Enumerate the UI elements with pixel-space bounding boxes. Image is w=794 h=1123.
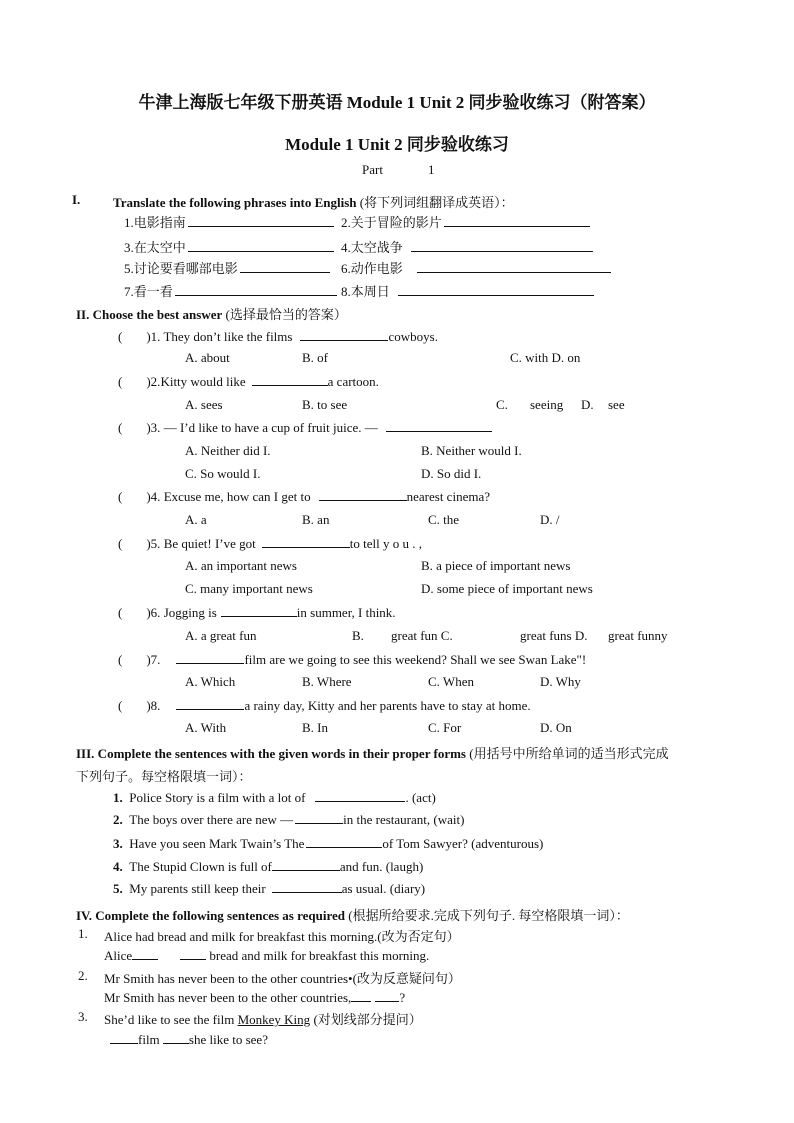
phrase-label: 5.讨论要看哪部电影 [124, 261, 238, 276]
option-b[interactable]: B. In [302, 720, 328, 735]
option-c[interactable]: C. [496, 397, 508, 412]
option-a[interactable]: A. Neither did I. [185, 443, 271, 458]
item-number: 1. [78, 926, 88, 941]
option-b[interactable]: B. of [302, 350, 328, 365]
part-number: 1 [428, 162, 435, 177]
answer-blank[interactable] [262, 535, 350, 548]
question-text: film are we going to see this weekend? Shall we see Swan Lake"! [244, 652, 587, 667]
question-text: a cartoon. [327, 374, 379, 389]
answer-blank[interactable] [351, 989, 371, 1002]
answer-blank[interactable] [175, 283, 337, 296]
section-2-heading-cn: (选择最恰当的答案） [222, 307, 347, 322]
option-d-text[interactable]: see [608, 397, 625, 412]
phrase-label: 6.动作电影 [341, 261, 403, 276]
phrase-label: 2.关于冒险的影片 [341, 215, 442, 230]
phrase-label: 4.太空战争 [341, 240, 403, 255]
option-a[interactable]: A. sees [185, 397, 223, 412]
answer-blank[interactable] [295, 811, 343, 824]
option-a[interactable]: A. about [185, 350, 230, 365]
answer-blank[interactable] [398, 283, 594, 296]
option-b[interactable]: B. Neither would I. [421, 443, 522, 458]
question-6 [118, 604, 396, 621]
option-a[interactable]: A. a great fun [185, 628, 257, 643]
answer-paren: ( [118, 374, 123, 389]
document-title: 牛津上海版七年级下册英语 Module 1 Unit 2 同步验收练习（附答案） [138, 93, 656, 112]
question-number: )7. [146, 652, 161, 667]
option-b[interactable]: B. to see [302, 397, 348, 412]
option-d[interactable]: D. [581, 397, 594, 412]
section-2-heading [76, 304, 347, 323]
section-4-heading [76, 905, 629, 924]
document-subtitle: Module 1 Unit 2 同步验收练习 [285, 135, 509, 154]
phrase-item [341, 237, 593, 256]
item-text: The boys over there are new — [129, 812, 294, 827]
fill-item-4 [113, 858, 423, 875]
item-text: and fun. (laugh) [339, 859, 424, 874]
answer-blank[interactable] [188, 239, 334, 252]
option-d[interactable]: D. / [540, 512, 560, 527]
question-number: )5. [146, 536, 161, 551]
fill-item-5 [113, 880, 425, 897]
rewrite-text: film [138, 1032, 160, 1047]
part-label: Part [362, 162, 383, 177]
item-number: 4. [113, 859, 123, 874]
rewrite-text: ? [399, 990, 406, 1005]
answer-blank[interactable] [163, 1031, 189, 1044]
answer-blank[interactable] [252, 373, 328, 386]
item-text: in the restaurant, (wait) [343, 812, 465, 827]
answer-blank[interactable] [176, 651, 244, 664]
question-text: cowboys. [388, 329, 438, 344]
answer-blank[interactable] [110, 1031, 138, 1044]
option-c-d-text[interactable]: great funs D. [520, 628, 588, 643]
question-7 [118, 651, 586, 668]
answer-blank[interactable] [375, 989, 399, 1002]
rewrite-text: bread and milk for breakfast this morning. [209, 948, 430, 963]
rewrite-text: She’d like to see the film [104, 1012, 235, 1027]
question-text: Be quiet! I’ve got [163, 536, 256, 551]
item-text: My parents still keep their [129, 881, 266, 896]
item-text: as usual. (diary) [341, 881, 426, 896]
option-c[interactable]: C. When [428, 674, 474, 689]
option-b[interactable]: B. Where [302, 674, 352, 689]
item-text: . (act) [405, 790, 436, 805]
option-c[interactable]: C. many important news [185, 581, 313, 596]
phrase-item [341, 281, 594, 300]
section-3-heading-cn-cont: 下列句子。每空格限填一词）： [76, 769, 252, 784]
rewrite-answer-line [104, 989, 405, 1006]
option-c-text[interactable]: seeing [530, 397, 564, 412]
answer-paren: ( [118, 489, 123, 504]
phrase-label: 1.电影指南 [124, 215, 186, 230]
question-text: nearest cinema? [406, 489, 490, 504]
answer-blank[interactable] [444, 214, 590, 227]
answer-blank[interactable] [300, 328, 388, 341]
rewrite-text: she like to see? [188, 1032, 268, 1047]
answer-blank[interactable] [417, 260, 611, 273]
answer-blank[interactable] [180, 947, 206, 960]
answer-blank[interactable] [272, 858, 340, 871]
answer-paren: ( [118, 536, 123, 551]
phrase-label: 7.看一看 [124, 284, 173, 299]
option-d[interactable]: D. On [540, 720, 572, 735]
answer-blank[interactable] [240, 260, 330, 273]
rewrite-text: (对划线部分提问） [310, 1012, 422, 1027]
answer-blank[interactable] [176, 697, 244, 710]
section-3-heading-cn: (用括号中所给单词的适当形式完成 [465, 746, 669, 761]
question-2 [118, 373, 379, 390]
answer-paren: ( [118, 329, 123, 344]
question-8 [118, 697, 531, 714]
option-c[interactable]: C. For [428, 720, 462, 735]
option-b[interactable]: B. an [302, 512, 330, 527]
option-c-d[interactable]: C. with D. on [510, 350, 581, 365]
question-text: in summer, I think. [296, 605, 396, 620]
item-number: 5. [113, 881, 123, 896]
answer-blank[interactable] [306, 835, 382, 848]
item-text: Police Story is a film with a lot of [129, 790, 306, 805]
fill-item-3 [113, 835, 543, 852]
item-text: Have you seen Mark Twain’s The [129, 836, 305, 851]
answer-blank[interactable] [386, 419, 492, 432]
answer-blank[interactable] [132, 947, 158, 960]
answer-blank[interactable] [411, 239, 593, 252]
phrase-item [124, 237, 334, 256]
question-text: Excuse me, how can I get to [163, 489, 311, 504]
question-3 [118, 419, 492, 436]
option-a[interactable]: A. a [185, 512, 207, 527]
question-number: )2. [146, 374, 161, 389]
phrase-item [124, 258, 330, 277]
section-4-heading-cn: (根据所给要求.完成下列句子. 每空格限填一词）： [345, 908, 629, 923]
answer-blank[interactable] [319, 488, 407, 501]
phrase-item [124, 212, 334, 231]
answer-paren: ( [118, 420, 123, 435]
option-d[interactable]: D. So did I. [421, 466, 482, 481]
answer-blank[interactable] [221, 604, 297, 617]
section-4-heading-en: IV. Complete the following sentences as required [76, 908, 346, 923]
section-2-heading-en: II. Choose the best answer [76, 307, 223, 322]
question-text: to tell y o u . , [349, 536, 422, 551]
item-number: 2. [113, 812, 123, 827]
option-b[interactable]: B. a piece of important news [421, 558, 571, 573]
item-number: 3. [78, 1009, 88, 1024]
phrase-item [341, 212, 590, 231]
answer-blank[interactable] [315, 789, 405, 802]
phrase-label: 3.在太空中 [124, 240, 186, 255]
rewrite-prompt: Alice had bread and milk for breakfast this morning.(改为否定句） [104, 929, 460, 944]
question-number: )8. [146, 698, 161, 713]
option-a[interactable]: A. With [185, 720, 227, 735]
phrase-item [341, 258, 611, 277]
section-1-heading-cn: (将下列词组翻译成英语）： [356, 195, 514, 210]
underlined-phrase: Monkey King [237, 1012, 311, 1027]
option-b[interactable]: B. [352, 628, 364, 643]
rewrite-text: Mr Smith has never been to the other countries, [104, 990, 352, 1005]
section-1-number: I. [72, 192, 81, 207]
section-1-heading-en: Translate the following phrases into English [113, 195, 357, 210]
option-c[interactable]: C. the [428, 512, 460, 527]
question-number: )6. [146, 605, 161, 620]
option-d[interactable]: D. Why [540, 674, 581, 689]
fill-item-2 [113, 811, 464, 828]
fill-item-1 [113, 789, 436, 806]
question-text: Jogging is [163, 605, 217, 620]
option-d-text[interactable]: great funny [608, 628, 668, 643]
question-number: )1. [146, 329, 161, 344]
item-number: 2. [78, 968, 88, 983]
section-1-heading [113, 192, 514, 211]
option-d[interactable]: D. some piece of important news [421, 581, 593, 596]
question-text: a rainy day, Kitty and her parents have to stay at home. [244, 698, 531, 713]
item-number: 1. [113, 790, 123, 805]
phrase-label: 8.本周日 [341, 284, 390, 299]
section-3-heading-en: III. Complete the sentences with the given words in their proper forms [76, 746, 466, 761]
answer-blank[interactable] [272, 880, 342, 893]
phrase-item [124, 281, 337, 300]
rewrite-prompt: Mr Smith has never been to the other countries•(改为反意疑问句） [104, 971, 461, 986]
question-1 [118, 328, 438, 345]
answer-paren: ( [118, 698, 123, 713]
question-text: — I’d like to have a cup of fruit juice. — [163, 420, 378, 435]
rewrite-answer-line [110, 1031, 268, 1048]
question-number: )3. [146, 420, 161, 435]
option-a[interactable]: A. an important news [185, 558, 297, 573]
rewrite-answer-line [104, 947, 429, 964]
item-text: of Tom Sawyer? (adventurous) [382, 836, 544, 851]
answer-paren: ( [118, 605, 123, 620]
item-text: The Stupid Clown is full of [129, 859, 272, 874]
rewrite-text: Alice [104, 948, 133, 963]
item-number: 3. [113, 836, 123, 851]
question-5 [118, 535, 422, 552]
option-a[interactable]: A. Which [185, 674, 236, 689]
rewrite-prompt [104, 1009, 422, 1028]
answer-paren: ( [118, 652, 123, 667]
option-c[interactable]: C. So would I. [185, 466, 261, 481]
question-text: Kitty would like [160, 374, 246, 389]
section-3-heading [76, 743, 669, 762]
question-number: )4. [146, 489, 161, 504]
option-b-c-text[interactable]: great fun C. [391, 628, 453, 643]
question-4 [118, 488, 490, 505]
question-text: They don’t like the films [163, 329, 293, 344]
answer-blank[interactable] [188, 214, 334, 227]
